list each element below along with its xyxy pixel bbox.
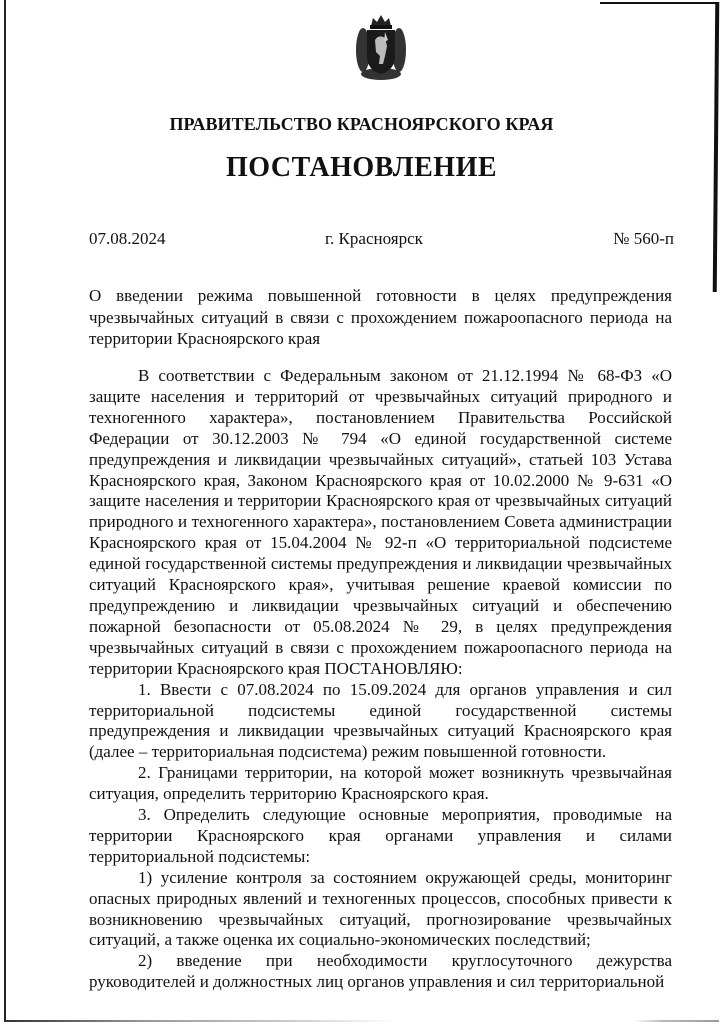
item-paragraph: 3. Определить следующие основные мероприятия, проводимые на территории Красноярского края органами управления и силами территориальной подсистемы: (89, 805, 672, 866)
subitem-paragraph: 2) введение при необходимости круглосуточного дежурства руководителей и должностных лиц органов управления и сил территориальной (89, 951, 672, 992)
coat-of-arms-icon (355, 12, 407, 82)
document-city: г. Красноярск (325, 229, 423, 248)
document-type-title: ПОСТАНОВЛЕНИЕ (225, 152, 498, 183)
item-paragraph: 2. Границами территории, на которой может возникнуть чрезвычайная ситуация, определить территорию Красноярского края. (89, 763, 672, 804)
government-title: ПРАВИТЕЛЬСТВО КРАСНОЯРСКОГО КРАЯ (169, 114, 554, 134)
scan-border-bottom (4, 1020, 719, 1022)
subitem-paragraph: 1) усиление контроля за состоянием окружающей среды, мониторинг опасных природных явлений и техногенных процессов, способных привести к возникновению чрезвычайных ситуаций, прогнозирование чрезвычайных ситуаций, а также оценка их социально-экономических последствий; (89, 867, 672, 950)
document-body (89, 366, 672, 993)
scan-border-top (600, 2, 718, 4)
scan-border-right (713, 2, 720, 292)
document-number: № 560-п (613, 229, 674, 248)
document-subject: О введении режима повышенной готовности в целях предупреждения чрезвычайных ситуаций в связи с прохождением пожароопасного периода на территории Красноярского края (89, 286, 672, 349)
document-date: 07.08.2024 (89, 229, 166, 248)
preamble-paragraph: В соответствии с Федеральным законом от 21.12.1994 № 68-ФЗ «О защите населения и территорий от чрезвычайных ситуаций природного и техногенного характера», постановлением Правительства Российской Федерации от 30.12.2003 № 794 «О единой государственной системе предупреждения и ликвидации чрезвычайных ситуаций», статьей 103 Устава Красноярского края, Законом Красноярского края от 10.02.2000 № 9-631 «О защите населения и территории Красноярского края от чрезвычайных ситуаций природного и техногенного характера», постановлением Совета администрации Красноярского края от 15.04.2004 № 92-п «О территориальной подсистеме единой государственной системы предупреждения и ликвидации чрезвычайных ситуаций Красноярского края», учитывая решение краевой комиссии по предупреждению и ликвидации чрезвычайных ситуаций и обеспечению пожарной безопасности от 05.08.2024 № 29, в целях предупреждения чрезвычайных ситуаций в связи с прохождением пожароопасного периода на территории Красноярского края ПОСТАНОВЛЯЮ: (89, 366, 672, 678)
item-paragraph: 1. Ввести с 07.08.2024 по 15.09.2024 для органов управления и сил территориальной подсистемы единой государственной системы предупреждения и ликвидации чрезвычайных ситуаций Красноярского края (далее – территориальная подсистема) режим повышенной готовности. (89, 679, 672, 762)
